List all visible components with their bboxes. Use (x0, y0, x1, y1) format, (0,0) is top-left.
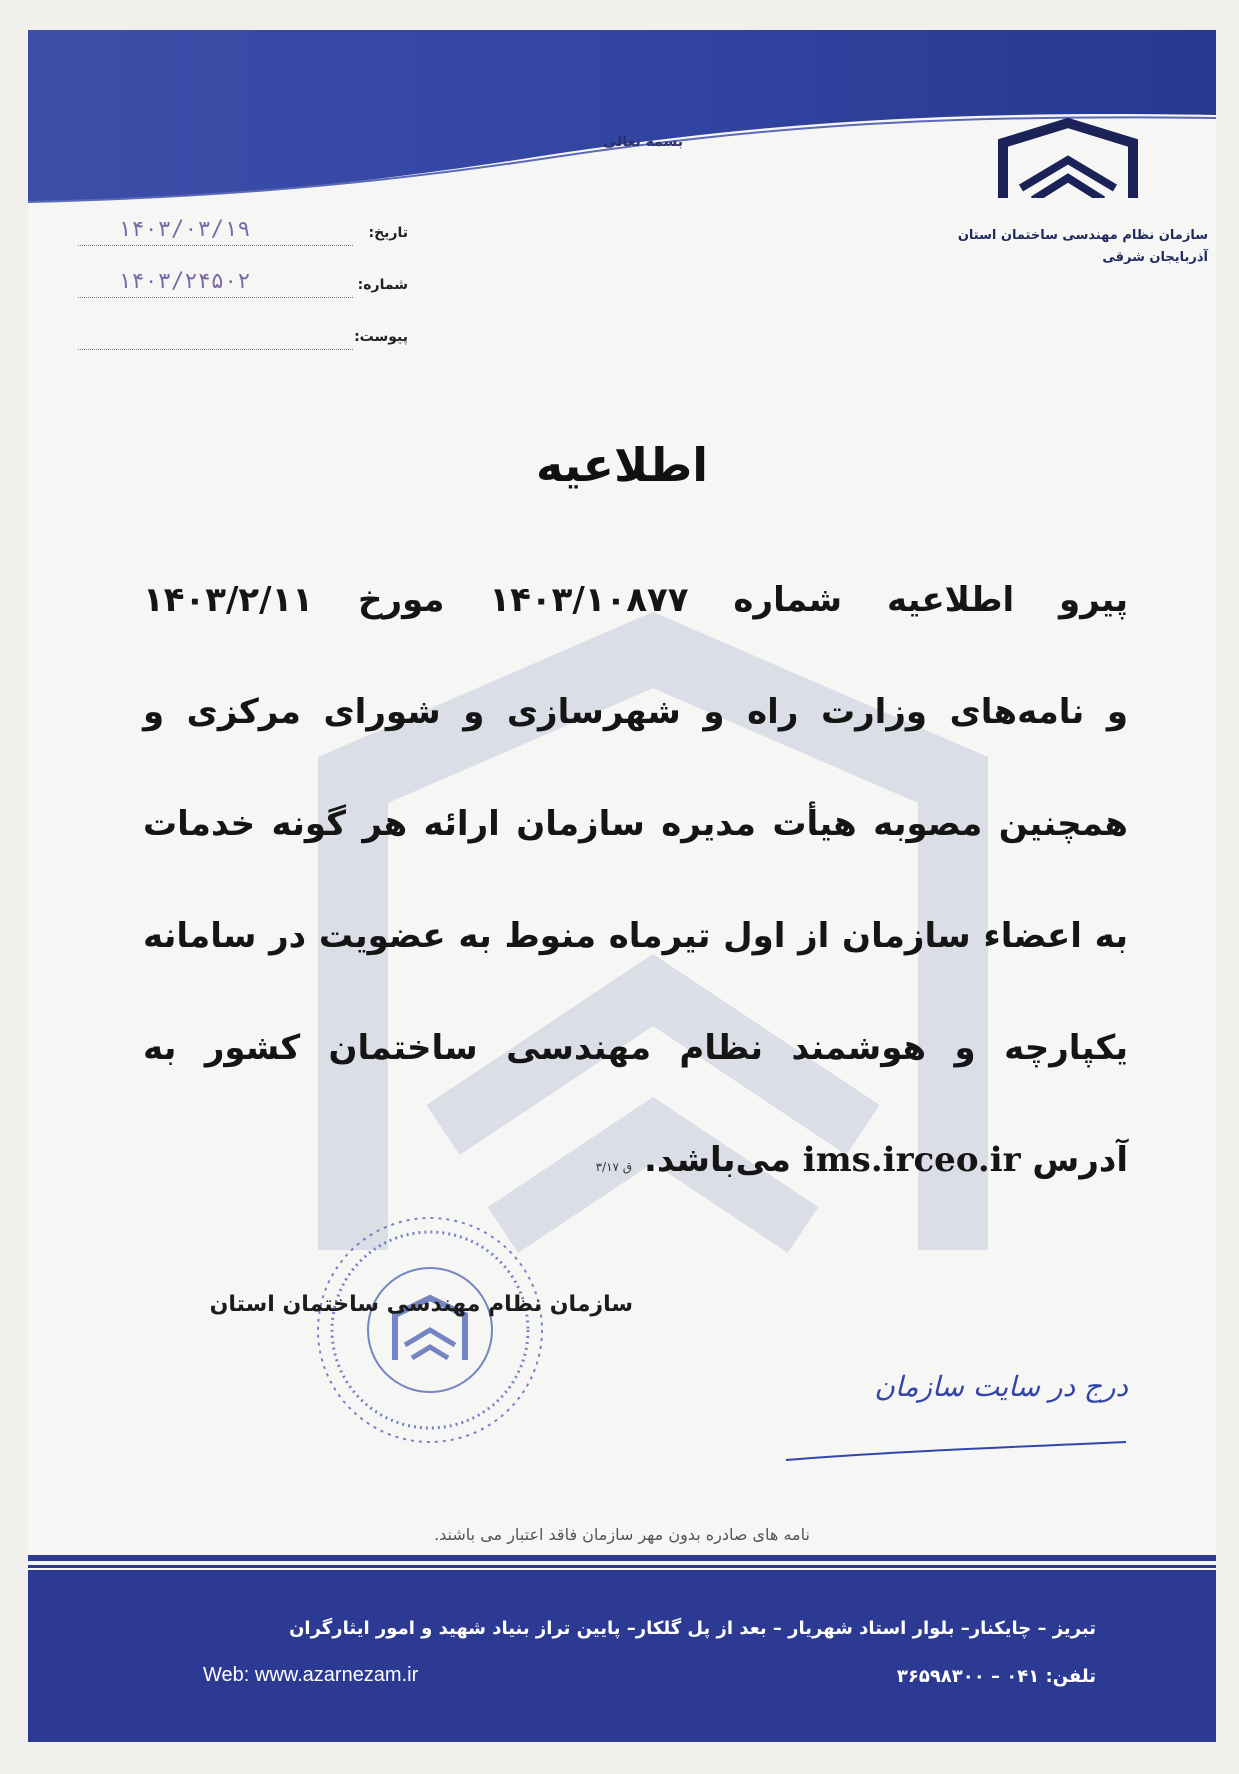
number-line (78, 297, 353, 298)
body-line-4: به اعضاء سازمان از اول تیرماه منوط به عضویت در سامانه (143, 916, 1128, 956)
notice-title: اطلاعیه (535, 438, 709, 492)
attachment-line (78, 349, 353, 350)
date-value: ۱۴۰۳/۰۳/۱۹ (118, 217, 251, 242)
body-line-6-end: می‌باشد. (643, 1140, 791, 1180)
date-line (78, 245, 353, 246)
org-name-line1: سازمان نظام مهندسی ساختمان استان (957, 228, 1208, 243)
number-value: ۱۴۰۳/۲۴۵۰۲ (118, 269, 251, 294)
date-label: تاریخ: (368, 225, 408, 241)
small-reference-note: ق ۳/۱۷ (595, 1160, 633, 1174)
body-line-6-start: آدرس (1032, 1140, 1128, 1180)
footer-band (28, 1570, 1216, 1742)
official-stamp-icon (310, 1210, 550, 1450)
letter-meta (78, 215, 408, 371)
body-line-3: همچنین مصوبه هیأت مدیره سازمان ارائه هر گونه خدمات (143, 804, 1128, 844)
signature-org: سازمان نظام مهندسی ساختمان استان (209, 1292, 633, 1317)
attachment-row (78, 319, 408, 371)
bismillah: بسمه تعالی (602, 134, 684, 150)
number-label: شماره: (357, 277, 408, 293)
body-line-6 (143, 1130, 1128, 1242)
body-line-1: پیرو اطلاعیه شماره ۱۴۰۳/۱۰۸۷۷ مورخ ۱۴۰۳/۲/۱۱ (143, 580, 1128, 620)
footer-address: تبریز – چایکنار– بلوار استاد شهریار – بعد از پل گلکار– پایین تراز بنیاد شهید و امور ایثارگران (289, 1618, 1096, 1639)
attachment-label: پیوست: (354, 329, 408, 345)
date-row (78, 215, 408, 267)
org-name (948, 225, 1208, 269)
footer-validity-note: نامه های صادره بدون مهر سازمان فاقد اعتبار می باشند. (434, 1525, 810, 1544)
body-line-5: یکپارچه و هوشمند نظام مهندسی ساختمان کشور به (143, 1028, 1128, 1068)
handwritten-note: درج در سایت سازمان (874, 1370, 1128, 1403)
letter-page (28, 30, 1216, 1742)
building-roof-logo-icon (993, 118, 1143, 213)
footer-web: Web: www.azarnezam.ir (203, 1664, 419, 1686)
notice-body (143, 570, 1128, 1242)
number-row (78, 267, 408, 319)
ims-url-text: ims.irceo.ir (802, 1140, 1021, 1180)
body-line-2: و نامه‌های وزارت راه و شهرسازی و شورای مرکزی و (143, 692, 1128, 732)
footer-phone: تلفن: ۰۴۱ – ۳۶۵۹۸۳۰۰ (896, 1666, 1096, 1687)
org-name-line2: آذربایجان شرقی (1102, 250, 1208, 265)
